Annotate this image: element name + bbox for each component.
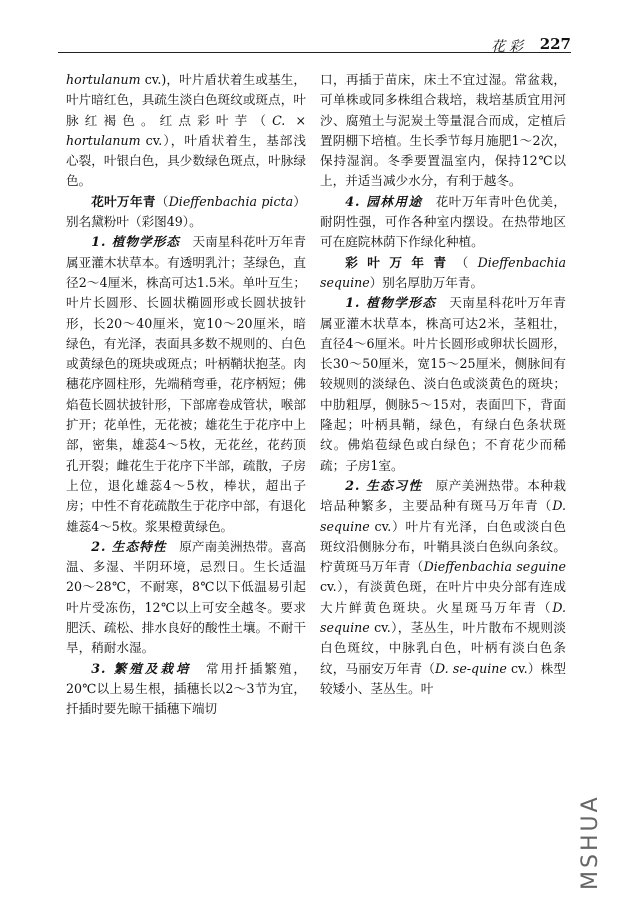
section-propagation: 3. 繁殖及栽培 常用扦插繁殖，20℃以上易生根，插穗长以2～3节为宜，扦插时要先晾干插穗下端切 — [66, 660, 306, 717]
species-heading-dieffenbachia-sequine: 彩叶万年青（Dieffenbachia sequine）别名厚肋万年青。 — [320, 254, 566, 290]
running-header — [0, 30, 617, 55]
paragraph-continuation-right: 口，再插于苗床，床土不宜过湿。常盆栽，可单株或同多株组合栽培，栽培基质宜用河沙、腐殖土与泥炭土等量混合而成，定植后置阴棚下培植。生长季节每月施肥1～2次，保持湿润。冬季要置温室内，保持12℃以上，并适当减少水分，有利于越冬。 — [320, 72, 566, 189]
page-number: 227 — [539, 35, 571, 53]
left-column — [66, 70, 306, 720]
header-title: 花彩 — [491, 39, 527, 55]
section-morphology: 1. 植物学形态 天南星科花叶万年青属亚灌木状草本。有透明乳汁；茎绿色，直径2～4厘米，株高可达1.5米。单叶互生；叶片长圆形、长圆状椭圆形或长圆状披针形，长20～40厘米，宽10～20厘米，暗绿色，有光泽，表面具多数不规则的、白色或黄绿色的斑块或斑点；叶柄鞘状抱茎。肉穗花序圆柱形，先端稍弯垂，花序柄短；佛焰苞长圆状披针形，下部席卷成管状，喉部扩开；花单性，无花被；雄花生于花序中上部，密集，雄蕊4～5枚，无花丝，花药顶孔开裂；雌花生于花序下半部，疏散，子房上位，退化雄蕊4～5枚，棒状，超出子房；中性不育花疏散生于花序中部，有退化雄蕊4～5枚。浆果橙黄绿色。 — [66, 234, 306, 534]
right-column — [320, 70, 566, 699]
section-ecology: 2. 生态特性 原产南美洲热带。喜高温、多湿、半阴环境，忌烈日。生长适温20～28℃，不耐寒，8℃以下低温易引起叶片受冻伤，12℃以上可安全越冬。要求肥沃、疏松、排水良好的酸性土壤。不耐干旱，稍耐水湿。 — [66, 538, 307, 656]
section-ecology-2: 2. 生态习性 原产美洲热带。本种栽培品种繁多，主要品种有斑马万年青（D. sequine cv.）叶片有光泽，白色或淡白色斑纹沿侧脉分布，叶鞘具淡白色纵向条纹。柠黄斑马万年青（Dieffenbachia seguine cv.），有淡黄色斑，在叶片中央分部有连成大片鲜黄色斑块。火星斑马万年青（D. sequine cv.），茎丛生，叶片散布不规则淡白色斑纹，中脉乳白色，叶柄有淡白色条纹，马丽安万年青（D. se-quine cv.）株型较矮小、茎丛生。叶 — [320, 477, 567, 696]
watermark: MSHUA — [578, 794, 603, 890]
section-morphology-2: 1. 植物学形态 天南星科花叶万年青属亚灌木状草本，株高可达2米，茎粗壮，直径4～6厘米。叶片长圆形或卵状长圆形，长30～50厘米，宽15～25厘米，侧脉间有较规则的淡绿色、淡白色或淡黄色的斑块；中肋粗厚，侧脉5～15对，表面凹下，背面隆起；叶柄具鞘，绿色，有绿白色条状斑纹。佛焰苞绿色或白绿色；不育花少而稀疏；子房1室。 — [320, 295, 566, 473]
header-rule — [58, 52, 571, 53]
species-heading-dieffenbachia-picta: 花叶万年青（Dieffenbachia picta）别名黛粉叶（彩图49）。 — [66, 193, 306, 230]
section-landscape-use: 4. 园林用途 花叶万年青叶色优美，耐阴性强，可作各种室内摆设。在热带地区可在庭院林荫下作绿化种植。 — [320, 193, 567, 250]
paragraph-continuation: hortulanum cv.)，叶片盾状着生或基生，叶片暗红色，具疏生淡白色斑纹或斑点，叶脉红褐色。红点彩叶芋（C. × hortulanum cv.），叶盾状着生，基部浅心裂，叶银白色，具少数绿色斑点，叶脉绿色。 — [66, 72, 306, 189]
